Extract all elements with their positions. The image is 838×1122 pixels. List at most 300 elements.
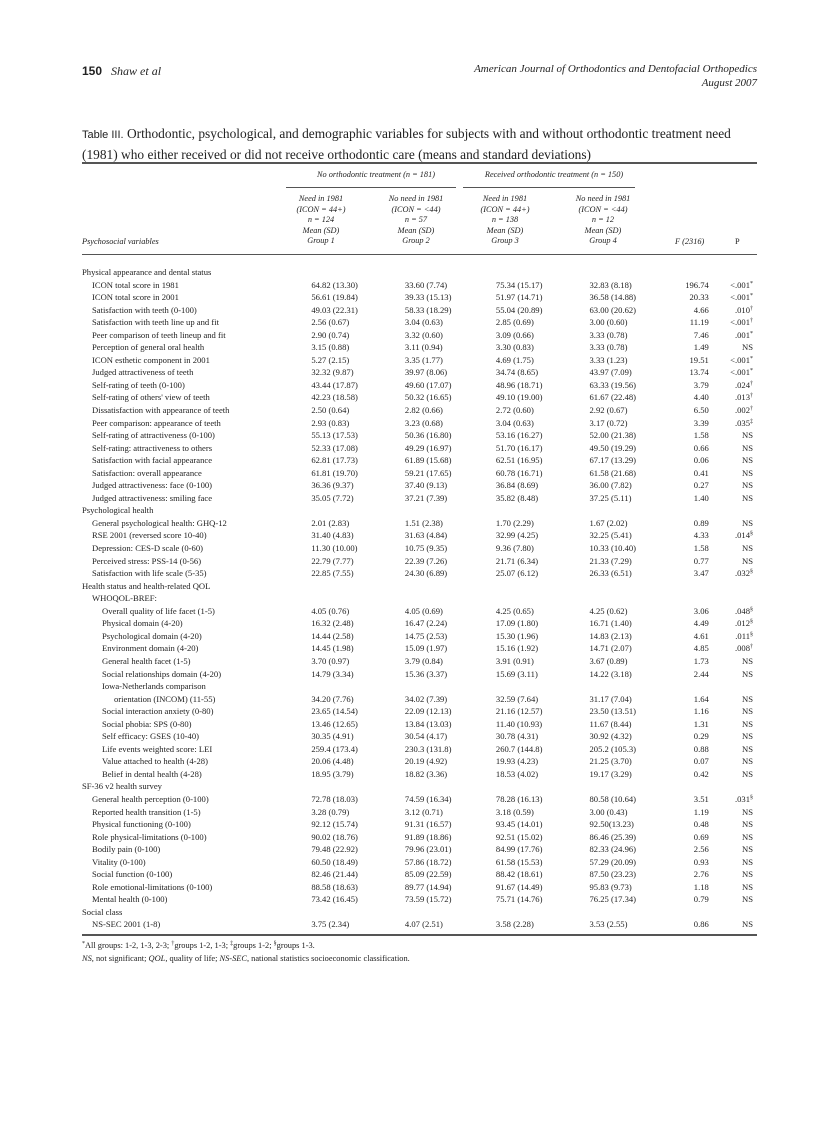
group4-value: 36.58 (14.88) <box>589 292 637 303</box>
group1-value: 60.50 (18.49) <box>311 856 358 867</box>
f-value: 0.79 <box>693 894 709 905</box>
p-value <box>709 291 757 304</box>
p-value <box>709 354 757 367</box>
group1-value: 2.90 (0.74) <box>311 329 350 340</box>
variable-label: Role physical-limitations (0-100) <box>92 831 207 842</box>
section-row <box>82 906 757 919</box>
variable-label: Value attached to health (4-28) <box>102 756 208 767</box>
table-row <box>82 668 757 681</box>
p-value <box>709 655 757 668</box>
f-value: 0.88 <box>693 743 709 754</box>
variable-label: Judged attractiveness: smiling face <box>92 492 213 503</box>
running-author: Shaw et al <box>111 64 162 78</box>
section-label: Physical appearance and dental status <box>82 267 212 277</box>
variable-label: Satisfaction: overall appearance <box>92 467 202 478</box>
variable-label: Peer comparison: appearance of teeth <box>92 417 221 428</box>
column-header-group2: No need in 1981 (ICON = <44) n = 57 Mean (SD) Group 2 <box>388 194 444 245</box>
variable-label: Social phobia: SPS (0-80) <box>102 718 192 729</box>
group4-value: 16.71 (1.40) <box>589 618 632 629</box>
group1-value: 14.45 (1.98) <box>311 643 354 654</box>
f-value: 0.93 <box>693 856 709 867</box>
table-row <box>82 856 757 869</box>
group2-value: 3.11 (0.94) <box>404 342 443 353</box>
group4-value: 61.67 (22.48) <box>589 392 637 403</box>
group3-value: 91.67 (14.49) <box>495 881 543 892</box>
variable-label: Vitality (0-100) <box>92 856 146 867</box>
group3-value: 88.42 (18.61) <box>495 869 543 880</box>
group3-value: 34.74 (8.65) <box>495 367 539 378</box>
group4-value: 14.83 (2.13) <box>589 630 632 641</box>
p-value-text: NS <box>742 856 753 867</box>
p-value-text: .048 <box>734 605 750 616</box>
p-value-text: .008 <box>734 643 750 654</box>
group1-value: 49.03 (22.31) <box>311 304 358 315</box>
group3-value: 92.51 (15.02) <box>495 831 543 842</box>
group3-value: 49.10 (19.00) <box>495 392 543 403</box>
table-row <box>82 893 757 906</box>
group4-value: 14.22 (3.18) <box>589 668 632 679</box>
p-value <box>709 755 757 768</box>
group3-value: 9.36 (7.80) <box>495 543 534 554</box>
group3-value: 21.71 (6.34) <box>495 555 539 566</box>
p-value-text: .001 <box>734 329 750 340</box>
variable-label: Social interaction anxiety (0-80) <box>102 706 214 717</box>
p-value <box>709 617 757 630</box>
variable-label: ICON total score in 1981 <box>92 279 179 290</box>
p-value <box>709 492 757 505</box>
group1-value: 3.75 (2.34) <box>311 919 350 930</box>
group3-value: 3.09 (0.66) <box>495 329 534 340</box>
group3-value: 75.71 (14.76) <box>495 894 543 905</box>
column-header-p: P <box>735 237 740 246</box>
p-value <box>709 793 757 806</box>
p-value <box>709 743 757 756</box>
f-value: 2.56 <box>693 844 709 855</box>
table-row <box>82 341 757 354</box>
f-value: 0.29 <box>693 731 709 742</box>
f-value: 4.85 <box>693 643 709 654</box>
table-row <box>82 404 757 417</box>
variable-label: Depression: CES-D scale (0-60) <box>92 543 203 554</box>
table-row <box>82 391 757 404</box>
f-value: 13.74 <box>689 367 709 378</box>
group3-value: 3.91 (0.91) <box>495 655 534 666</box>
p-value-text: NS <box>742 467 753 478</box>
f-value: 2.76 <box>693 869 709 880</box>
p-value-text: NS <box>742 919 753 930</box>
group3-value: 25.07 (6.12) <box>495 568 539 579</box>
group4-value: 63.00 (20.62) <box>589 304 637 315</box>
variable-label: Satisfaction with facial appearance <box>92 455 213 466</box>
f-value: 1.64 <box>693 693 709 704</box>
footnote-marker: ‡ <box>230 941 234 947</box>
p-value <box>709 718 757 731</box>
footnote-marker: * <box>750 280 753 287</box>
group4-value: 61.58 (21.68) <box>589 467 637 478</box>
group2-value: 15.09 (1.97) <box>404 643 448 654</box>
group1-value: 2.01 (2.83) <box>311 517 350 528</box>
group2-value: 31.63 (4.84) <box>404 530 448 541</box>
f-value: 1.31 <box>693 718 709 729</box>
section-row <box>82 580 757 593</box>
p-value <box>709 529 757 542</box>
p-value <box>709 668 757 681</box>
group3-value: 51.97 (14.71) <box>495 292 543 303</box>
group2-value: 3.32 (0.60) <box>404 329 443 340</box>
footnote-marker: § <box>273 941 277 947</box>
p-value-text: .035 <box>734 417 750 428</box>
group1-value: 61.81 (19.70) <box>311 467 358 478</box>
footnote-significance <box>82 939 757 952</box>
group1-value: 22.79 (7.77) <box>311 555 354 566</box>
group2-value: 3.35 (1.77) <box>404 354 443 365</box>
variable-label: Mental health (0-100) <box>92 894 168 905</box>
group4-value: 23.50 (13.51) <box>589 706 637 717</box>
p-value-text: NS <box>742 831 753 842</box>
f-value: 0.89 <box>693 517 709 528</box>
table-row <box>82 442 757 455</box>
group3-value: 48.96 (18.71) <box>495 379 543 390</box>
group3-value: 3.04 (0.63) <box>495 417 534 428</box>
p-value-text: NS <box>742 668 753 679</box>
footnote-abbreviations <box>82 952 757 965</box>
table-row <box>82 743 757 756</box>
group3-value: 4.25 (0.65) <box>495 605 534 616</box>
variable-label: ICON total score in 2001 <box>92 292 179 303</box>
group3-value: 3.18 (0.59) <box>495 806 534 817</box>
group4-value: 86.46 (25.39) <box>589 831 637 842</box>
f-value: 0.06 <box>693 455 709 466</box>
p-value-text: <.001 <box>730 317 750 328</box>
f-value: 7.46 <box>693 329 709 340</box>
abbreviation-definition: , not significant; <box>91 954 149 963</box>
p-value <box>709 843 757 856</box>
group4-value: 30.92 (4.32) <box>589 731 632 742</box>
p-value-text: .002 <box>734 405 750 416</box>
table-row <box>82 517 757 530</box>
variable-label: Peer comparison of teeth lineup and fit <box>92 329 226 340</box>
footnote-marker: * <box>750 293 753 300</box>
column-header-group1: Need in 1981 (ICON = 44+) n = 124 Mean (SD) Group 1 <box>296 194 346 245</box>
footnote-text: All groups: 1-2, 1-3, 2-3; <box>85 941 172 950</box>
variable-label: Overall quality of life facet (1-5) <box>102 605 215 616</box>
table-row <box>82 454 757 467</box>
p-value <box>709 806 757 819</box>
group1-value: 34.20 (7.76) <box>311 693 354 704</box>
table-footnotes <box>82 939 757 965</box>
p-value <box>709 768 757 781</box>
f-value: 0.86 <box>693 919 709 930</box>
group4-value: 36.00 (7.82) <box>589 480 632 491</box>
footnote-marker: † <box>750 380 753 387</box>
group3-value: 61.58 (15.53) <box>495 856 543 867</box>
group3-value: 30.78 (4.31) <box>495 731 539 742</box>
p-value-text: .012 <box>734 618 750 629</box>
f-value: 3.51 <box>693 793 709 804</box>
group2-value: 74.59 (16.34) <box>404 793 452 804</box>
group1-value: 55.13 (17.53) <box>311 430 358 441</box>
group2-value: 4.05 (0.69) <box>404 605 443 616</box>
group2-value: 49.29 (16.97) <box>404 442 452 453</box>
group2-value: 20.19 (4.92) <box>404 756 448 767</box>
p-value-text: <.001 <box>730 279 750 290</box>
footnote-marker: § <box>750 606 753 613</box>
page-header <box>82 62 757 89</box>
group1-value: 4.05 (0.76) <box>311 605 350 616</box>
group4-value: 63.33 (19.56) <box>589 379 637 390</box>
f-value: 0.41 <box>693 467 709 478</box>
f-value: 6.50 <box>693 405 709 416</box>
group4-value: 3.17 (0.72) <box>589 417 628 428</box>
group1-value: 90.02 (18.76) <box>311 831 358 842</box>
p-value <box>709 542 757 555</box>
p-value-text: NS <box>742 555 753 566</box>
group2-value: 3.12 (0.71) <box>404 806 443 817</box>
footnote-marker: § <box>750 531 753 538</box>
p-value <box>709 304 757 317</box>
section-label: Health status and health-related QOL <box>82 580 211 591</box>
p-value-text: .014 <box>734 530 750 541</box>
group4-value: 2.92 (0.67) <box>589 405 628 416</box>
group3-value: 32.99 (4.25) <box>495 530 539 541</box>
group2-value: 50.32 (16.65) <box>404 392 452 403</box>
group3-value: 15.69 (3.11) <box>495 668 538 679</box>
group1-value: 73.42 (16.45) <box>311 894 358 905</box>
variable-label: Belief in dental health (4-28) <box>102 768 202 779</box>
table-row <box>82 768 757 781</box>
p-value-text: NS <box>742 844 753 855</box>
f-value: 2.44 <box>693 668 709 679</box>
f-value: 4.40 <box>693 392 709 403</box>
journal-date: August 2007 <box>701 77 757 89</box>
f-value: 4.61 <box>693 630 709 641</box>
group2-value: 2.82 (0.66) <box>404 405 443 416</box>
group4-value: 1.67 (2.02) <box>589 517 628 528</box>
group1-value: 43.44 (17.87) <box>311 379 358 390</box>
f-value: 0.69 <box>693 831 709 842</box>
journal-title: American Journal of Orthodontics and Dentofacial Orthopedics <box>474 63 757 75</box>
variable-label: Judged attractiveness: face (0-100) <box>92 480 213 491</box>
group4-value: 76.25 (17.34) <box>589 894 637 905</box>
p-value-text: .032 <box>734 568 750 579</box>
group3-value: 35.82 (8.48) <box>495 492 539 503</box>
p-value-text: NS <box>742 869 753 880</box>
footnote-marker: * <box>750 355 753 362</box>
table-row <box>82 479 757 492</box>
footnote-marker: † <box>171 941 175 947</box>
p-value <box>709 479 757 492</box>
section-label: Psychological health <box>82 505 154 516</box>
footnote-marker: § <box>750 631 753 638</box>
table-row <box>82 831 757 844</box>
table-row <box>82 605 757 618</box>
group2-value: 73.59 (15.72) <box>404 894 452 905</box>
f-value: 0.77 <box>693 555 709 566</box>
group1-value: 79.48 (22.92) <box>311 844 358 855</box>
table-row <box>82 329 757 342</box>
table-row <box>82 555 757 568</box>
group3-value: 2.72 (0.60) <box>495 405 534 416</box>
f-value: 1.73 <box>693 655 709 666</box>
table-row <box>82 366 757 379</box>
footnote-marker: § <box>750 794 753 801</box>
table-row <box>82 918 757 931</box>
variable-label: Environment domain (4-20) <box>102 643 199 654</box>
group3-value: 260.7 (144.8) <box>495 743 543 754</box>
group2-value: 22.39 (7.26) <box>404 555 448 566</box>
variable-label: Reported health transition (1-5) <box>92 806 201 817</box>
table-row <box>82 354 757 367</box>
p-value-text: NS <box>742 819 753 830</box>
f-value: 0.42 <box>693 768 709 779</box>
group1-value: 22.85 (7.55) <box>311 568 354 579</box>
table-row <box>82 881 757 894</box>
footnote-marker: † <box>750 644 753 651</box>
group1-value: 14.79 (3.34) <box>311 668 354 679</box>
variable-label: NS-SEC 2001 (1-8) <box>92 919 161 930</box>
p-value <box>709 341 757 354</box>
variable-label: Self efficacy: GSES (10-40) <box>102 731 199 742</box>
p-value-text: NS <box>742 756 753 767</box>
group2-value: 39.33 (15.13) <box>404 292 452 303</box>
f-value: 0.48 <box>693 819 709 830</box>
abbreviation: QOL <box>148 954 166 963</box>
p-value-text: NS <box>742 492 753 503</box>
f-value: 3.79 <box>693 379 709 390</box>
group1-value: 36.36 (9.37) <box>311 480 354 491</box>
table-row <box>82 492 757 505</box>
group1-value: 62.81 (17.73) <box>311 455 358 466</box>
table-row <box>82 806 757 819</box>
group2-value: 14.75 (2.53) <box>404 630 448 641</box>
f-value: 4.49 <box>693 618 709 629</box>
group1-value: 88.58 (18.63) <box>311 881 358 892</box>
group4-value: 52.00 (21.38) <box>589 430 637 441</box>
p-value <box>709 429 757 442</box>
p-value-text: .013 <box>734 392 750 403</box>
p-value-text: NS <box>742 480 753 491</box>
f-value: 1.58 <box>693 543 709 554</box>
table-row <box>82 567 757 580</box>
p-value-text: <.001 <box>730 292 750 303</box>
table-row <box>82 429 757 442</box>
group2-value: 30.54 (4.17) <box>404 731 448 742</box>
variable-label: Physical functioning (0-100) <box>92 819 191 830</box>
group2-value: 18.82 (3.36) <box>404 768 448 779</box>
f-value: 4.66 <box>693 304 709 315</box>
table-row <box>82 291 757 304</box>
p-value-text: NS <box>742 455 753 466</box>
group1-value: 3.28 (0.79) <box>311 806 350 817</box>
p-value <box>709 391 757 404</box>
group4-value: 3.33 (0.78) <box>589 342 628 353</box>
variable-label: Social function (0-100) <box>92 869 173 880</box>
group1-value: 35.05 (7.72) <box>311 492 354 503</box>
group3-value: 2.85 (0.69) <box>495 317 534 328</box>
p-value <box>709 831 757 844</box>
group3-value: 15.16 (1.92) <box>495 643 539 654</box>
variable-label: Perceived stress: PSS-14 (0-56) <box>92 555 202 566</box>
footnote-marker: † <box>750 393 753 400</box>
journal-info <box>474 62 757 90</box>
group1-value: 16.32 (2.48) <box>311 618 354 629</box>
group4-value: 26.33 (6.51) <box>589 568 632 579</box>
variable-label: Self-rating: attractiveness to others <box>92 442 213 453</box>
table-row <box>82 304 757 317</box>
footnote-marker: † <box>750 305 753 312</box>
p-value <box>709 818 757 831</box>
variable-label: ICON esthetic component in 2001 <box>92 354 210 365</box>
footnote-text: groups 1-2; <box>233 941 274 950</box>
group4-value: 19.17 (3.29) <box>589 768 632 779</box>
section-row <box>82 504 757 517</box>
p-value-text: NS <box>742 442 753 453</box>
variable-label: RSE 2001 (reversed score 10-40) <box>92 530 207 541</box>
group4-value: 32.83 (8.18) <box>589 279 632 290</box>
group1-value: 13.46 (12.65) <box>311 718 358 729</box>
table-row <box>82 617 757 630</box>
group1-value: 18.95 (3.79) <box>311 768 354 779</box>
f-value: 3.47 <box>693 568 709 579</box>
group1-value: 82.46 (21.44) <box>311 869 358 880</box>
table-row <box>82 379 757 392</box>
group2-value: 49.60 (17.07) <box>404 379 452 390</box>
f-value: 1.58 <box>693 430 709 441</box>
page-number: 150 <box>82 64 103 78</box>
table-row <box>82 793 757 806</box>
footnote-marker: * <box>750 330 753 337</box>
variable-label: Life events weighted score: LEI <box>102 743 213 754</box>
group3-value: 1.70 (2.29) <box>495 517 534 528</box>
table-row <box>82 843 757 856</box>
table-top-rule <box>82 162 757 164</box>
p-value <box>709 404 757 417</box>
group1-value: 14.44 (2.58) <box>311 630 354 641</box>
group1-value: 42.23 (18.58) <box>311 392 358 403</box>
group3-value: 3.58 (2.28) <box>495 919 534 930</box>
variable-label: Social relationships domain (4-20) <box>102 668 222 679</box>
group1-value: 23.65 (14.54) <box>311 706 358 717</box>
footnote-marker: ‡ <box>750 418 753 425</box>
table-row <box>82 718 757 731</box>
group3-value: 93.45 (14.01) <box>495 819 543 830</box>
group3-value: 18.53 (4.02) <box>495 768 539 779</box>
f-value: 0.07 <box>693 756 709 767</box>
p-value-text: NS <box>742 517 753 528</box>
group2-value: 230.3 (131.8) <box>404 743 452 754</box>
table-row <box>82 730 757 743</box>
group3-value: 84.99 (17.76) <box>495 844 543 855</box>
group3-value: 36.84 (8.69) <box>495 480 539 491</box>
table-row <box>82 642 757 655</box>
abbreviation-definition: , national statistics socioeconomic classification. <box>246 954 410 963</box>
table-row <box>82 279 757 292</box>
column-header-group3: Need in 1981 (ICON = 44+) n = 138 Mean (SD) Group 3 <box>480 194 530 245</box>
table-row <box>82 755 757 768</box>
subsection-row <box>82 680 757 693</box>
group1-value: 11.30 (10.00) <box>311 543 358 554</box>
group3-value: 17.09 (1.80) <box>495 618 539 629</box>
group3-value: 55.04 (20.89) <box>495 304 543 315</box>
f-value: 1.40 <box>693 492 709 503</box>
group1-value: 2.50 (0.64) <box>311 405 350 416</box>
p-value <box>709 454 757 467</box>
group2-value: 3.04 (0.63) <box>404 317 443 328</box>
section-label: SF-36 v2 health survey <box>82 781 162 792</box>
p-value-text: NS <box>742 768 753 779</box>
group3-value: 4.69 (1.75) <box>495 354 534 365</box>
group1-value: 3.15 (0.88) <box>311 342 350 353</box>
